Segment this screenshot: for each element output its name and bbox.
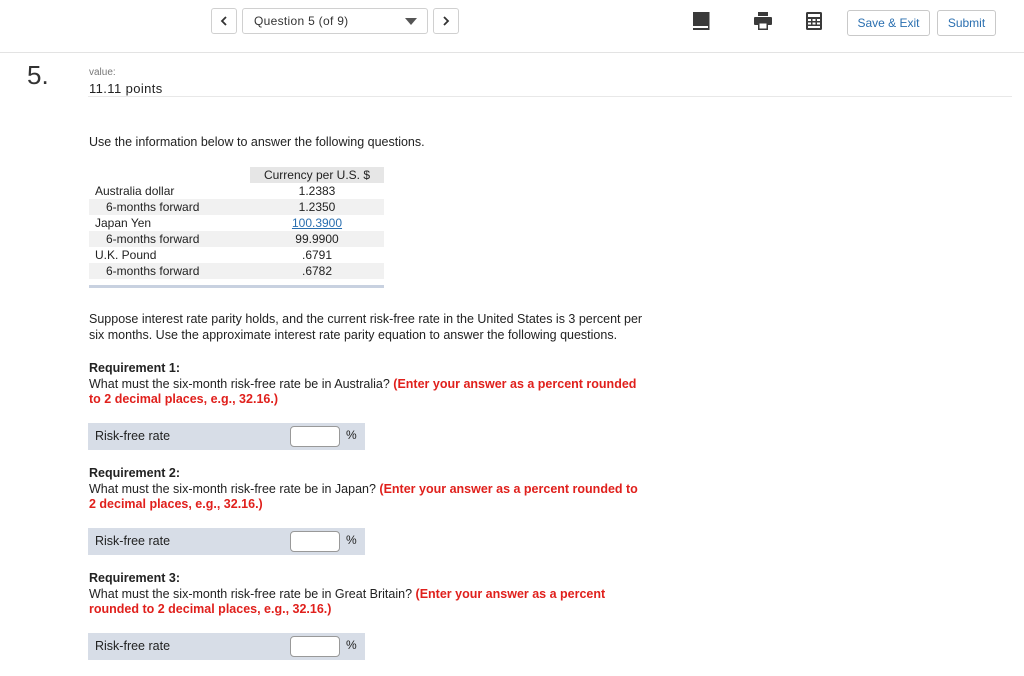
requirement-instruction: (Enter your answer as a percent rounded xyxy=(393,376,637,391)
calculator-icon[interactable] xyxy=(804,11,824,31)
answer-row-1 xyxy=(88,423,365,450)
requirement-1 xyxy=(89,361,664,408)
book-icon[interactable] xyxy=(691,11,711,31)
next-question-button[interactable] xyxy=(433,8,459,34)
britain-rate-input[interactable] xyxy=(290,636,340,657)
prev-question-button[interactable] xyxy=(211,8,237,34)
table-row xyxy=(89,215,384,231)
save-exit-button[interactable]: Save & Exit xyxy=(847,10,930,36)
table-row xyxy=(89,183,384,199)
answer-row-2 xyxy=(88,528,365,555)
caret-down-icon xyxy=(405,18,417,25)
points-value: 11.11 points xyxy=(89,81,163,96)
table-header-cell: Currency per U.S. $ xyxy=(250,167,384,183)
requirement-instruction: to 2 decimal places, e.g., 32.16.) xyxy=(89,392,278,406)
australia-rate-input[interactable] xyxy=(290,426,340,447)
requirement-instruction: 2 decimal places, e.g., 32.16.) xyxy=(89,497,263,511)
print-icon[interactable] xyxy=(753,11,773,31)
row-label: 6-months forward xyxy=(106,200,200,214)
percent-unit: % xyxy=(346,533,357,547)
table-row xyxy=(89,263,384,279)
requirement-3 xyxy=(89,571,664,618)
requirement-instruction: rounded to 2 decimal places, e.g., 32.16.) xyxy=(89,602,332,616)
row-label: U.K. Pound xyxy=(95,248,157,262)
table-row xyxy=(89,231,384,247)
japan-rate-input[interactable] xyxy=(290,531,340,552)
field-label: Risk-free rate xyxy=(95,429,171,443)
intro-text: Use the information below to answer the following questions. xyxy=(89,135,425,149)
row-label: 6-months forward xyxy=(106,232,200,246)
table-row xyxy=(89,199,384,215)
value-label: value: xyxy=(89,67,116,78)
scenario-text xyxy=(89,312,642,343)
table-bottom-rule xyxy=(89,285,384,288)
row-label: Japan Yen xyxy=(95,216,152,230)
requirement-title: Requirement 2: xyxy=(89,466,180,480)
percent-unit: % xyxy=(346,638,357,652)
row-label: 6-months forward xyxy=(106,264,200,278)
scenario-line: six months. Use the approximate interest rate parity equation to answer the following questions. xyxy=(89,327,618,342)
requirement-title: Requirement 1: xyxy=(89,361,180,375)
submit-button[interactable]: Submit xyxy=(937,10,996,36)
row-value: 99.9900 xyxy=(295,232,339,246)
table-header xyxy=(89,167,384,183)
chevron-left-icon xyxy=(219,16,229,26)
requirement-question: What must the six-month risk-free rate be in Australia? xyxy=(89,376,390,391)
scenario-line: Suppose interest rate parity holds, and the current risk-free rate in the United States is 3 percent per xyxy=(89,312,643,326)
row-value-link[interactable]: 100.3900 xyxy=(291,216,343,230)
table-row xyxy=(89,247,384,263)
question-selector[interactable] xyxy=(242,8,428,34)
field-label: Risk-free rate xyxy=(95,639,171,653)
question-selector-label: Question 5 (of 9) xyxy=(254,14,349,28)
requirement-question: What must the six-month risk-free rate be in Japan? xyxy=(89,481,376,496)
question-number: 5. xyxy=(27,60,49,90)
field-label: Risk-free rate xyxy=(95,534,171,548)
row-value: .6782 xyxy=(301,264,333,278)
percent-unit: % xyxy=(346,428,357,442)
requirement-question: What must the six-month risk-free rate be in Great Britain? xyxy=(89,586,413,601)
row-label: Australia dollar xyxy=(95,184,175,198)
requirement-instruction: (Enter your answer as a percent xyxy=(415,586,606,601)
row-value: 1.2383 xyxy=(298,184,336,198)
row-value: 1.2350 xyxy=(298,200,336,214)
chevron-right-icon xyxy=(441,16,451,26)
requirement-2 xyxy=(89,466,664,513)
top-toolbar xyxy=(0,0,1024,53)
answer-row-3 xyxy=(88,633,365,660)
requirement-instruction: (Enter your answer as a percent rounded to xyxy=(379,481,638,496)
header-divider xyxy=(88,96,1012,97)
currency-table xyxy=(89,167,384,288)
requirement-title: Requirement 3: xyxy=(89,571,180,585)
row-value: .6791 xyxy=(301,248,333,262)
